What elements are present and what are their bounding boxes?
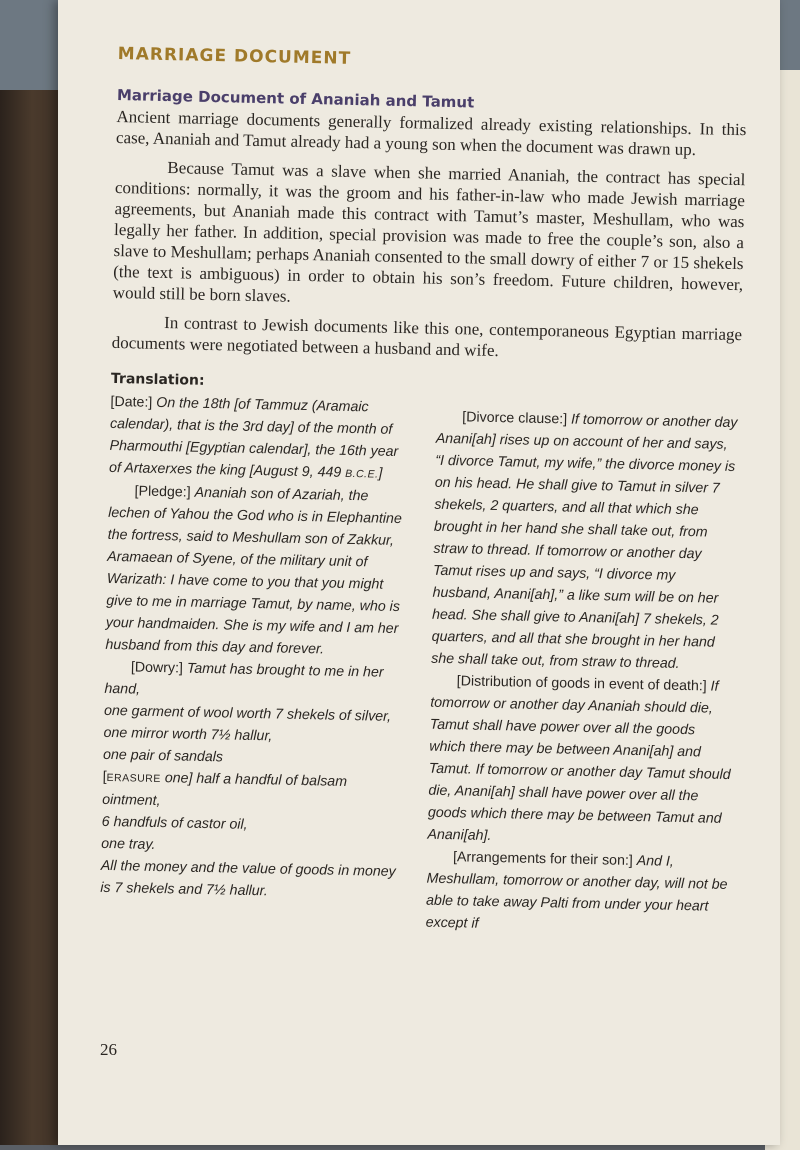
section-heading: MARRIAGE DOCUMENT <box>117 44 352 69</box>
page-content <box>100 44 748 940</box>
translation-left-column <box>100 391 415 933</box>
dowry-item: 6 handfuls of castor oil, <box>101 813 248 833</box>
erasure-text: half a handful of balsam ointment, <box>101 770 348 810</box>
son-clause <box>425 846 731 940</box>
intro-paragraph-2: Because Tamut was a slave when she married Ananiah, the contract has special conditions: normally, it was the groom and his father-in-law who made Jewish marriage agreements, but Ananiah made this contract with Tamut’s master, Meshullam, who was legally her father. In addition, special provision was made to free the couple’s son, also a slave to Meshullam; perhaps Ananiah consented to the small dowry of either 7 or 15 shekels (the text is ambiguous) in order to obtain his son’s freedom. Future children, however, would still be born slaves. <box>112 158 746 306</box>
dowry-clause <box>104 656 409 706</box>
dowry-text: Tamut has brought to me in her hand, <box>104 660 384 698</box>
pledge-text: Ananiah son of Azariah, the lechen of Yahou the God who is in Elephantine the fortress, said to Meshullam son of Zakkur, Aramaean of Syene, of the military unit of Warizath: I have come to you that you might give to me in marriage Tamut, by name, who is your handmaiden. She is my wife and I am her husband from this day and forever. <box>105 484 402 658</box>
document-title: Marriage Document of Ananiah and Tamut <box>116 85 475 112</box>
divorce-text: If tomorrow or another day Anani[ah] rises up on account of her and says, “I divorce Tamut, my wife,” the divorce money is on his head. He shall give to Tamut in silver 7 shekels, 2 quarters, and all that which she brought in her hand she shall take out, from straw to thread. If tomorrow or another day Tamut rises up and says, “I divorce my husband, Anani[ah],” a like sum will be on her head. She shall give to Anani[ah] 7 shekels, 2 quarters, and all that she brought in her hand she shall take out, from straw to thread. <box>431 411 738 672</box>
dowry-label: [Dowry:] <box>130 659 184 677</box>
date-close: ] <box>378 465 383 482</box>
translation-columns <box>100 391 741 940</box>
death-clause <box>427 670 735 852</box>
divorce-label: [Divorce clause:] <box>462 409 568 428</box>
translation-heading: Translation: <box>110 370 205 389</box>
son-text: And I, Meshullam, tomorrow or another day, will not be able to take away Palti from under your heart except if <box>425 853 728 932</box>
erasure-rest: one] <box>160 770 193 787</box>
date-era: B.C.E. <box>345 467 379 481</box>
erasure-label: ERASURE <box>106 771 161 786</box>
date-label: [Date:] <box>110 393 153 411</box>
death-label: [Distribution of goods in event of death:] <box>456 673 707 695</box>
book-page <box>58 0 780 1145</box>
date-text: On the 18th [of Tammuz (Aramaic calendar), that is the 3rd day] of the month of Pharmouthi [Egyptian calendar], the 16th year of Artaxerxes the king [August 9, 449 <box>108 394 399 481</box>
dowry-item: one mirror worth 7½ hallur, <box>103 724 273 745</box>
dowry-item: one tray. <box>101 835 156 853</box>
pledge-clause <box>105 480 413 662</box>
death-text: If tomorrow or another day Ananiah should die, Tamut shall have power over all the goods which there may be between Anani[ah] and Tamut. If tomorrow or another day Tamut should die, Anani[ah] shall have power over all the goods which there may be between Tamut and Anani[ah]. <box>427 678 731 844</box>
intro-paragraph-3: In contrast to Jewish documents like this one, contemporaneous Egyptian marriage documents were negotiated between a husband and wife. <box>111 313 743 361</box>
erasure-line <box>102 766 407 817</box>
date-clause <box>109 391 415 486</box>
son-label: [Arrangements for their son:] <box>452 849 633 869</box>
pledge-label: [Pledge:] <box>134 483 191 501</box>
intro-paragraph-1: Ancient marriage documents generally formalized already existing relationships. In this case, Ananiah and Tamut already had a young son when the document was drawn up. <box>115 106 747 160</box>
translation-right-column <box>425 398 740 940</box>
erasure-open: [ <box>102 768 107 785</box>
divorce-clause <box>431 406 740 676</box>
dowry-total: All the money and the value of goods in money is 7 shekels and 7½ hallur. <box>100 857 396 900</box>
dowry-item: one pair of sandals <box>102 746 224 766</box>
dowry-item: one garment of wool worth 7 shekels of silver, <box>103 702 392 725</box>
page-number: 26 <box>100 1040 117 1059</box>
